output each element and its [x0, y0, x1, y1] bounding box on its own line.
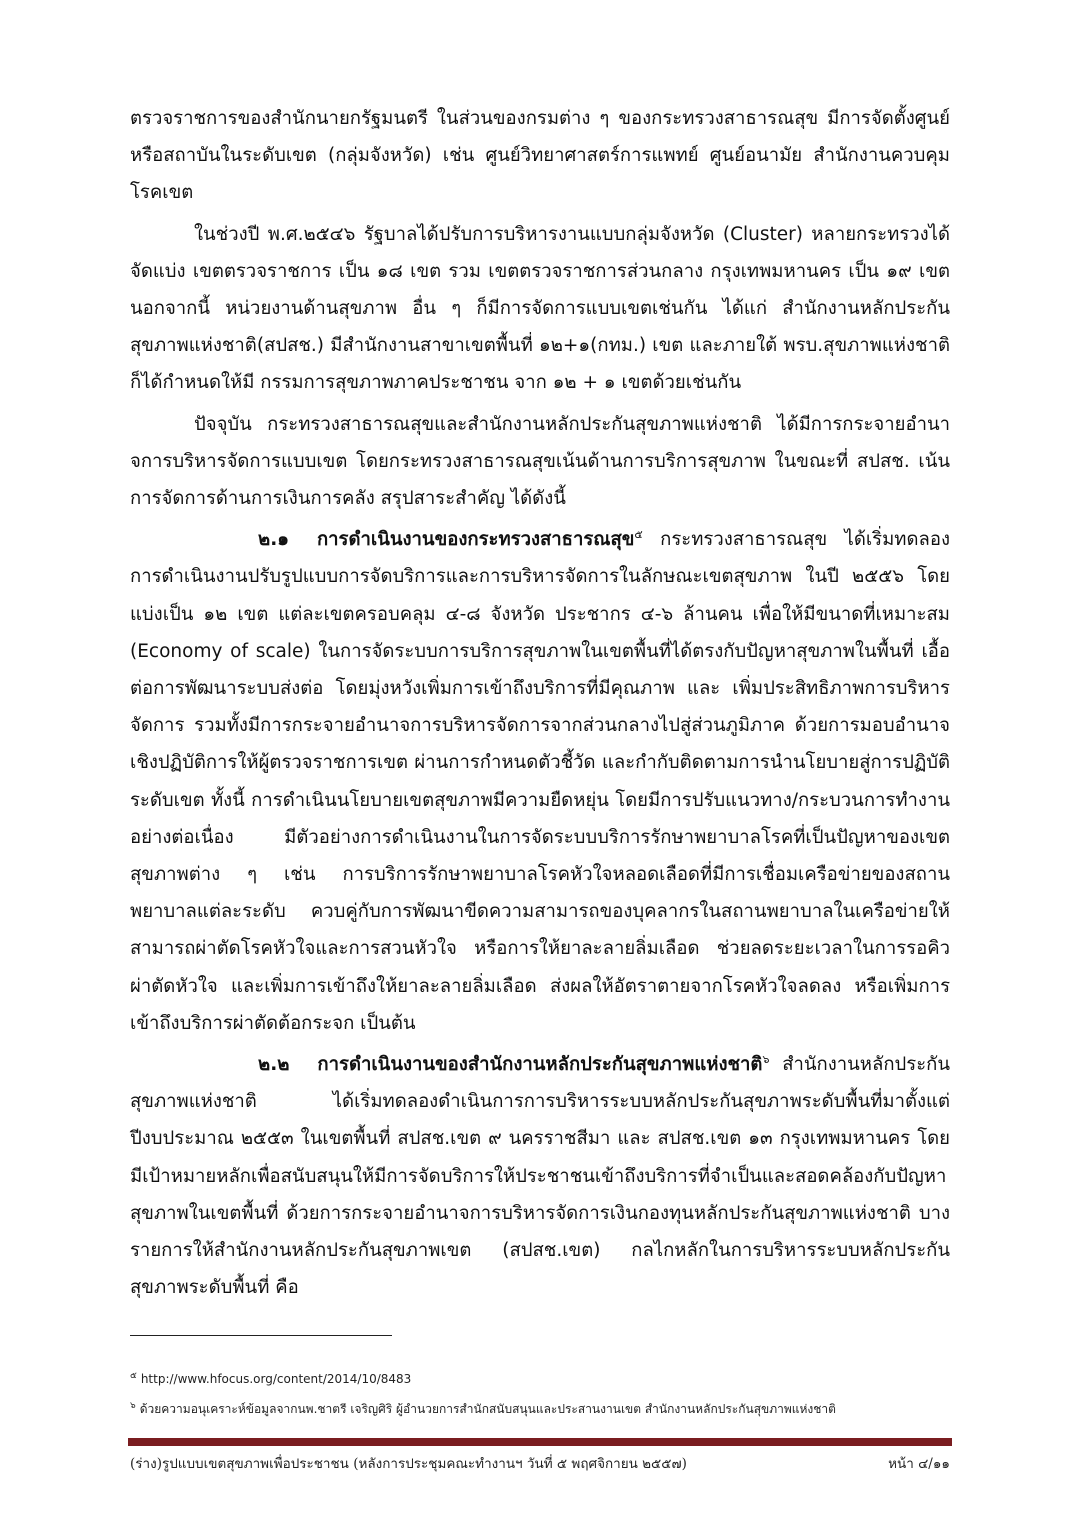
footer-document-title: (ร่าง)รูปแบบเขตสุขภาพเพื่อประชาชน (หลังการประชุมคณะทำงานฯ วันที่ ๕ พฤศจิกายน ๒๕๕๗) [130, 1456, 687, 1472]
footnote-ref[interactable]: ๖ [762, 1052, 770, 1066]
section-number: ๒.๑ [258, 529, 289, 551]
footnote-1 [130, 1368, 950, 1386]
paragraph-cluster: ในช่วงปี พ.ศ.๒๕๔๖ รัฐบาลได้ปรับการบริหารงานแบบกลุ่มจังหวัด (Cluster) หลายกระทรวงได้จัดแบ่ง เขตตรวจราชการ เป็น ๑๘ เขต รวม เขตตรวจราชการส่วนกลาง กรุงเทพมหานคร เป็น ๑๙ เขต นอกจากนี้ หน่วยงานด้านสุขภาพ อื่น ๆ ก็มีการจัดการแบบเขตเช่นกัน ได้แก่ สำนักงานหลักประกันสุขภาพแห่งชาติ(สปสช.) มีสำนักงานสาขาเขตพื้นที่ ๑๒+๑(กทม.) เขต และภายใต้ พรบ.สุขภาพแห่งชาติ ก็ได้กำหนดให้มี กรรมการสุขภาพภาคประชาชน จาก ๑๒ + ๑ เขตด้วยเช่นกัน [130, 223, 950, 394]
footnote-divider [130, 1335, 392, 1336]
footnote-link[interactable]: http://www.hfocus.org/content/2014/10/8483 [140, 1372, 412, 1386]
footer-page-number: หน้า ๔/๑๑ [888, 1456, 950, 1472]
section-2-2 [130, 1046, 950, 1306]
section-title: การดำเนินงานของกระทรวงสาธารณสุข [316, 529, 635, 551]
footnote-2 [130, 1398, 950, 1419]
paragraph-continuation: ตรวจราชการของสำนักนายกรัฐมนตรี ในส่วนของกรมต่าง ๆ ของกระทรวงสาธารณสุข มีการจัดตั้งศูนย์หรือสถาบันในระดับเขต (กลุ่มจังหวัด) เช่น ศูนย์วิทยาศาสตร์การแพทย์ ศูนย์อนามัย สำนักงานควบคุมโรคเขต [130, 108, 950, 204]
footnote-mark: ๕ [130, 1371, 137, 1381]
footnote-mark: ๖ [130, 1401, 136, 1411]
section-number: ๒.๒ [258, 1054, 290, 1076]
paragraph-current: ปัจจุบัน กระทรวงสาธารณสุขและสำนักงานหลักประกันสุขภาพแห่งชาติ ได้มีการกระจายอำนาจการบริหารจัดการแบบเขต โดยกระทรวงสาธารณสุขเน้นด้านการบริการสุขภาพ ในขณะที่ สปสช. เน้นการจัดการด้านการเงินการคลัง สรุปสาระสำคัญ ได้ดังนี้ [130, 413, 950, 510]
footer-bar [128, 1438, 952, 1446]
section-title: การดำเนินงานของสำนักงานหลักประกันสุขภาพแห่งชาติ [317, 1054, 763, 1076]
footnote-ref[interactable]: ๕ [634, 528, 643, 542]
body-text [130, 100, 950, 1311]
section-body: สำนักงานหลักประกันสุขภาพแห่งชาติ ได้เริ่มทดลองดำเนินการการบริหารระบบหลักประกันสุขภาพระดับพื้นที่มาตั้งแต่ปีงบประมาณ ๒๕๕๓ ในเขตพื้นที่ สปสช.เขต ๙ นครราชสีมา และ สปสช.เขต ๑๓ กรุงเทพมหานคร โดยมีเป้าหมายหลักเพื่อสนับสนุนให้มีการจัดบริการให้ประชาชนเข้าถึงบริการที่จำเป็นและสอดคล้องกับปัญหาสุขภาพในเขตพื้นที่ ด้วยการกระจายอำนาจการบริหารจัดการเงินกองทุนหลักประกันสุขภาพแห่งชาติ บางรายการให้สำนักงานหลักประกันสุขภาพเขต (สปสช.เขต) กลไกหลักในการบริหารระบบหลักประกันสุขภาพระดับพื้นที่ คือ [130, 1054, 950, 1299]
section-2-1 [130, 521, 950, 1042]
footnote-text: ด้วยความอนุเคราะห์ข้อมูลจากนพ.ชาตรี เจริญศิริ ผู้อำนวยการสำนักสนับสนุนและประสานงานเขต สำนักงานหลักประกันสุขภาพแห่งชาติ [139, 1402, 836, 1416]
section-body: กระทรวงสาธารณสุข ได้เริ่มทดลองการดำเนินงานปรับรูปแบบการจัดบริการและการบริหารจัดการในลักษณะเขตสุขภาพ ในปี ๒๕๕๖ โดยแบ่งเป็น ๑๒ เขต แต่ละเขตครอบคลุม ๔-๘ จังหวัด ประชากร ๔-๖ ล้านคน เพื่อให้มีขนาดที่เหมาะสม (Economy of scale) ในการจัดระบบการบริการสุขภาพในเขตพื้นที่ได้ตรงกับปัญหาสุขภาพในพื้นที่ เอื้อต่อการพัฒนาระบบส่งต่อ โดยมุ่งหวังเพิ่มการเข้าถึงบริการที่มีคุณภาพ และ เพิ่มประสิทธิภาพการบริหารจัดการ รวมทั้งมีการกระจายอำนาจการบริหารจัดการจากส่วนกลางไปสู่ส่วนภูมิภาค ด้วยการมอบอำนาจเชิงปฏิบัติการให้ผู้ตรวจราชการเขต ผ่านการกำหนดตัวชี้วัด และกำกับติดตามการนำนโยบายสู่การปฏิบัติระดับเขต ทั้งนี้ การดำเนินนโยบายเขตสุขภาพมีความยืดหยุ่น โดยมีการปรับแนวทาง/กระบวนการทำงานอย่างต่อเนื่อง มีตัวอย่างการดำเนินงานในการจัดระบบบริการรักษาพยาบาลโรคที่เป็นปัญหาของเขตสุขภาพต่าง ๆ เช่น การบริการรักษาพยาบาลโรคหัวใจหลอดเลือดที่มีการเชื่อมเครือข่ายของสถานพยาบาลแต่ละระดับ ควบคู่กับการพัฒนาขีดความสามารถของบุคลากรในสถานพยาบาลในเครือข่ายให้สามารถผ่าตัดโรคหัวใจและการสวนหัวใจ หรือการให้ยาละลายลิ่มเลือด ช่วยลดระยะเวลาในการรอคิวผ่าตัดหัวใจ และเพิ่มการเข้าถึงให้ยาละลายลิ่มเลือด ส่งผลให้อัตราตายจากโรคหัวใจลดลง หรือเพิ่มการเข้าถึงบริการผ่าตัดต้อกระจก เป็นต้น [130, 529, 950, 1034]
